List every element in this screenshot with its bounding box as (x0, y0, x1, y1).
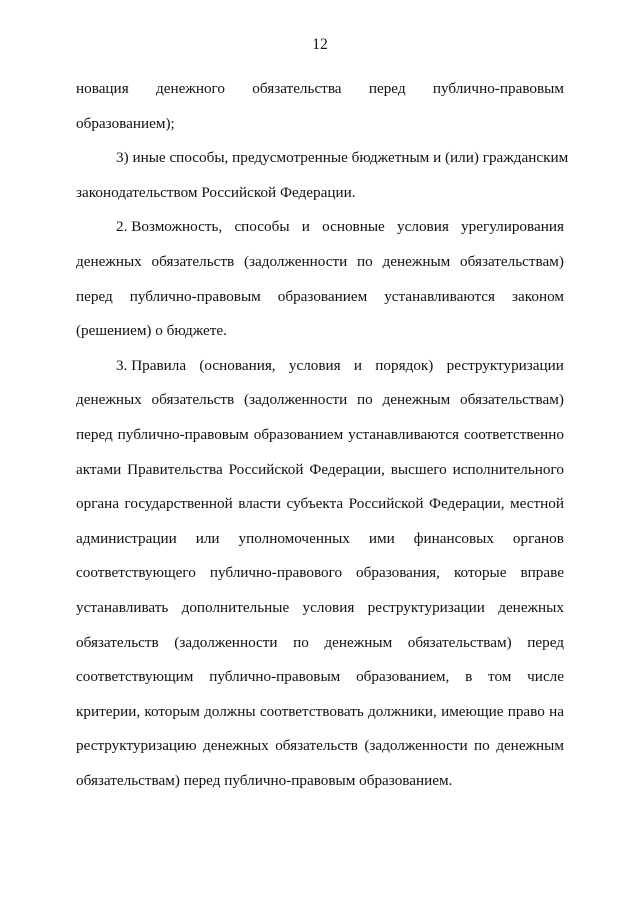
word: перед (368, 80, 406, 97)
word: которые (453, 564, 507, 582)
word: актами (76, 460, 122, 478)
word: денежным (324, 633, 393, 651)
word: дополнительные (181, 598, 290, 616)
word: обязательствам) (407, 633, 512, 651)
text-line (76, 522, 564, 557)
word: соответствующего (76, 564, 196, 582)
word: условия (288, 356, 341, 374)
word: условия (397, 218, 449, 236)
text-line: законодательством Российской Федерации. (76, 183, 356, 201)
word: денежных (76, 391, 142, 409)
word: государственной (124, 495, 233, 513)
text-line: (решением) о бюджете. (76, 322, 227, 340)
word: 2. Возможность, (116, 218, 223, 236)
word: Российской (348, 495, 424, 513)
word: по (474, 737, 490, 755)
word: публично-правовым (117, 425, 249, 443)
word: имеющие (441, 702, 504, 720)
word: Правительства (127, 460, 223, 478)
word: публично-правовым (209, 668, 341, 686)
word: основные (322, 218, 385, 236)
word: высшего (390, 460, 447, 478)
word: обязательствам) (460, 391, 564, 409)
word: реструктуризации (367, 598, 485, 616)
word: (задолженности (174, 633, 278, 651)
word: денежных (76, 252, 142, 270)
document-body (76, 72, 569, 798)
word: устанавливать (76, 598, 169, 616)
text-line (76, 280, 564, 315)
word: реструктуризацию (76, 737, 197, 755)
word: обязательств (151, 252, 235, 270)
word: должники, (368, 702, 437, 720)
word: том (488, 668, 512, 686)
word: или (195, 529, 220, 547)
word: (задолженности (364, 737, 468, 755)
word: соответствовать (259, 702, 364, 720)
word: перед (527, 633, 564, 651)
text-line (76, 695, 564, 730)
word: образования, (356, 564, 440, 582)
text-line: образованием); (76, 114, 175, 132)
word: соответствующим (76, 668, 194, 686)
word: урегулирования (461, 218, 564, 236)
text-line (76, 418, 564, 453)
word: числе (527, 668, 564, 686)
word: финансовых (413, 529, 494, 547)
word: денежным (382, 252, 451, 270)
word: (задолженности (243, 252, 348, 270)
word: обязательств (275, 737, 358, 755)
word: органа (76, 495, 120, 513)
word: по (293, 633, 309, 651)
text-line (76, 591, 564, 626)
word: обязательствам) (460, 252, 564, 270)
text-line (76, 245, 564, 280)
word: должны (204, 702, 256, 720)
word: обязательств (151, 391, 235, 409)
text-line (76, 383, 564, 418)
word: публично-правовым (129, 287, 261, 305)
word: устанавливаются (384, 287, 496, 305)
word: по (357, 391, 373, 409)
word: обязательств (76, 633, 159, 651)
text-line: обязательствам) перед публично-правовым образованием. (76, 771, 453, 789)
word: условия (302, 598, 355, 616)
word: соответственно (463, 425, 564, 443)
word: денежных (498, 598, 564, 616)
word: денежных (202, 737, 269, 755)
word: способы (234, 218, 290, 236)
word: исполнительного (452, 460, 564, 478)
text-line (76, 72, 564, 107)
word: уполномоченных (238, 529, 350, 547)
text-line (76, 453, 564, 488)
text-line (76, 626, 564, 661)
word: 3. Правила (116, 356, 187, 374)
word: Федерации, (309, 460, 385, 478)
word: (основания, (199, 356, 276, 374)
word: реструктуризации (446, 356, 564, 374)
word: на (549, 702, 564, 720)
text-line (76, 487, 564, 522)
text-line (76, 210, 564, 245)
word: обязательства (252, 80, 342, 97)
word: законом (512, 287, 564, 305)
word: денежного (155, 80, 225, 97)
word: новация (76, 80, 129, 97)
text-line (76, 556, 564, 591)
page-number: 12 (312, 36, 328, 53)
word: по (357, 252, 373, 270)
text-line: 3) иные способы, предусмотренные бюджетным и (или) гражданским (116, 149, 569, 167)
word: образованием (253, 425, 344, 443)
word: денежным (496, 737, 564, 755)
word: администрации (76, 529, 177, 547)
word: которым (144, 702, 200, 720)
word: в (465, 668, 473, 686)
word: устанавливаются (348, 425, 459, 443)
word: перед (76, 287, 113, 305)
word: органов (512, 529, 564, 547)
word: право (507, 702, 545, 720)
word: критерии, (76, 702, 141, 720)
word: денежным (382, 391, 451, 409)
word: Федерации, (428, 495, 505, 513)
word: образованием, (356, 668, 450, 686)
word: местной (510, 495, 564, 513)
word: и (353, 356, 363, 374)
text-line (76, 349, 564, 384)
text-line (76, 729, 564, 764)
word: ими (368, 529, 395, 547)
word: перед (76, 425, 113, 443)
word: Российской (228, 460, 304, 478)
word: публично-правовым (432, 80, 564, 97)
word: (задолженности (243, 391, 348, 409)
word: публично-правового (209, 564, 343, 582)
word: субъекта (286, 495, 344, 513)
text-line (76, 660, 564, 695)
word: власти (238, 495, 282, 513)
word: порядок) (375, 356, 434, 374)
word: вправе (520, 564, 564, 582)
word: и (301, 218, 310, 236)
word: образованием (277, 287, 368, 305)
